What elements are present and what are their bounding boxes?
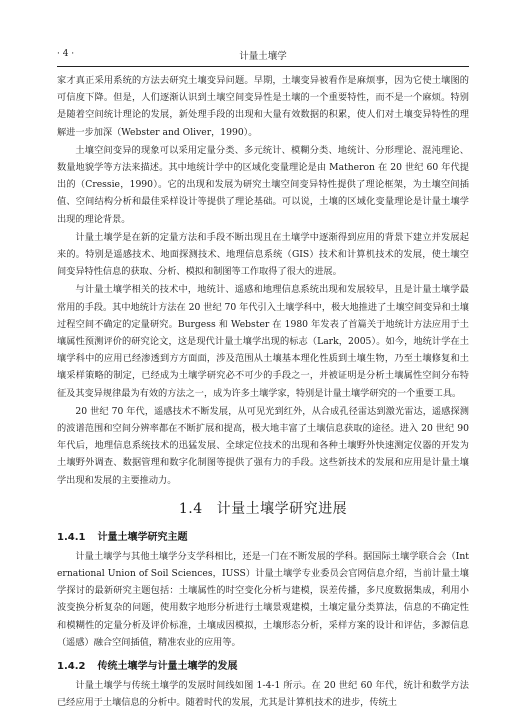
section-number: 1.4 [178, 500, 203, 517]
header-rule [57, 66, 469, 67]
paragraph-research-topics: 计量土壤学与其他土壤学分支学科相比，还是一门在不断发展的学科。据国际土壤学联合会（International Union of Soil Sciences，IUSS）计量土壤学专业委员会官网信息介绍，当前计量土壤学探讨的最新研究主题包括：土壤属性的时空变化分析与建模，误差传播，多尺度数据集成，利用小波变换分析复杂的问题，使用数字地形分析进行土壤景观建模，土壤定量分类算法，信息的不确定性和模糊性的定量分析及评价标准，土壤成因模拟，土壤形态分析，采样方案的设计和评估，多源信息（遥感）融合空间插值，精准农业的应用等。 [57, 550, 469, 648]
section-heading [57, 498, 469, 518]
paragraph-continued: 家才真正采用系统的方法去研究土壤变异问题。早期，土壤变异被看作是麻烦事，因为它使土壤图的可信度下降。但是，人们逐渐认识到土壤空间变异性是土壤的一个重要特性，而不是一个麻烦。特别是随着空间统计理论的发展，新处理手段的出现和大量有效数据的积累，使人们对土壤变异特性的理解进一步加深（Webster and Oliver，1990）。 [57, 75, 469, 138]
paragraph-development: 计量土壤学与传统土壤学的发展时间线如图 1-4-1 所示。在 20 世纪 60 年代，统计和数学方法已经应用于土壤信息的分析中。随着时代的发展，尤其是计算机技术的进步，传统土 [57, 680, 469, 709]
subsection-heading-development [57, 657, 469, 672]
subsection-title: 计量土壤学研究主题 [97, 531, 188, 543]
page-body [57, 72, 469, 713]
subsection-number: 1.4.2 [57, 661, 86, 673]
paragraph-remote-sensing: 20 世纪 70 年代，遥感技术不断发展，从可见光到红外，从合成孔径雷达到激光雷达，遥感探测的波谱范围和空间分辨率都在不断扩展和提高，极大地丰富了土壤信息获取的途径。进入 20 世纪 90 年代后，地理信息系统技术的迅猛发展、全球定位技术的出现和各种土壤野外快速测定仪器的开发为土壤野外调查、数据管理和数字化制图等提供了强有力的手段。这些新技术的发展和应用是计量土壤学出现和发展的主要推动力。 [57, 405, 469, 486]
page-number: · 4 · [57, 49, 75, 59]
paragraph-geostatistics: 与计量土壤学相关的技术中，地统计、遥感和地理信息系统出现和发展较早，且是计量土壤学最常用的手段。其中地统计方法在 20 世纪 70 年代引入土壤学科中，极大地推进了土壤空间变异和土壤过程空间不确定的定量研究。Burgess 和 Webster 在 1980 年发表了首篇关于地统计方法应用于土壤属性预测评价的研究论文，这是现代计量土壤学出现的标志（Lark，2005）。如今，地统计学在土壤学科中的应用已经渗透到方方面面，涉及范围从土壤基本理化性质到土壤生物，乃至土壤修复和土壤采样策略的制定，已经成为土壤学研究必不可少的手段之一，并被证明是分析土壤属性空间分布特征及其变异规律最为有效的方法之一，成为许多土壤学家，特别是计量土壤学研究的一个重要工具。 [57, 284, 469, 399]
paragraph-spatial-variability: 土壤空间变异的现象可以采用定量分类、多元统计、模糊分类、地统计、分形理论、混沌理论、数量地貌学等方法来描述。其中地统计学中的区域化变量理论是由 Matheron 在 20 世纪 60 年代提出的（Cressie，1990）。它的出现和发展为研究土壤空间变异特性提供了理论框架，为土壤空间插值、空间结构分析和最佳采样设计等提供了理论基础。可以说，土壤的区域化变量理论是计量土壤学出现的理论背景。 [57, 144, 469, 225]
subsection-number: 1.4.1 [57, 531, 86, 543]
section-title: 计量土壤学研究进展 [216, 500, 348, 517]
subsection-heading-research-topics [57, 528, 469, 543]
running-title: 计量土壤学 [239, 51, 287, 62]
paragraph-background: 计量土壤学是在新的定量方法和手段不断出现且在土壤学中逐渐得到应用的背景下建立并发展起来的。特别是遥感技术、地面探测技术、地理信息系统（GIS）技术和计算机技术的发展，使土壤空间变异特性信息的获取、分析、模拟和制图等工作取得了很大的进展。 [57, 231, 469, 278]
page-header [57, 44, 469, 64]
subsection-title: 传统土壤学与计量土壤学的发展 [97, 661, 238, 673]
